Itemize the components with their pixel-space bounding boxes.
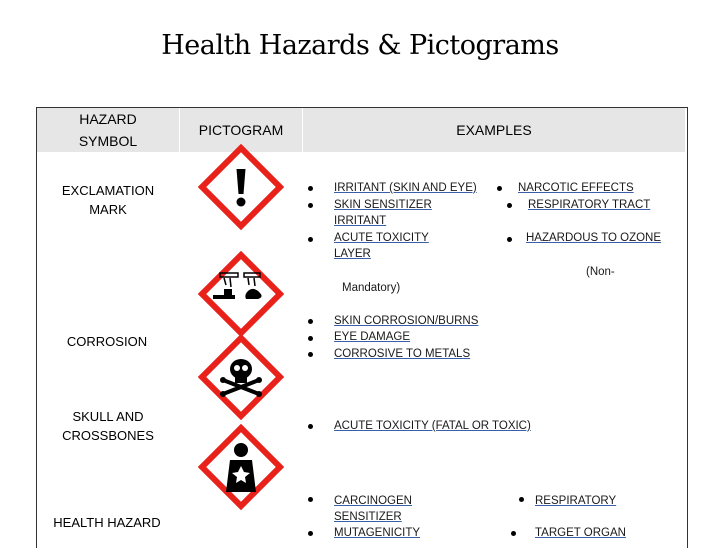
skull-and-crossbones-icon [198,334,284,420]
bullet [308,336,313,341]
example-skin-corrosion-burns[interactable]: SKIN CORROSION/BURNS [334,315,479,327]
example-irritant[interactable]: IRRITANT [334,215,387,227]
row-label-health-hazard: HEALTH HAZARD [53,515,161,530]
row-label-exclamation-mark: EXCLAMATION MARK [61,183,155,217]
example-hazardous-to-ozone[interactable]: HAZARDOUS TO OZONE [526,232,662,244]
bullet [308,319,313,324]
example-layer[interactable]: LAYER [334,248,371,260]
note-non-mandatory-1: (Non- [586,266,615,278]
example-corrosive-to-metals[interactable]: CORROSIVE TO METALS [334,348,471,360]
header-examples: EXAMPLES [456,122,532,138]
row-label-skull-and-crossbones: SKULL AND CROSSBONES [62,409,154,443]
example-sensitizer[interactable]: SENSITIZER [334,511,402,523]
example-respiratory[interactable]: RESPIRATORY [535,495,617,507]
bullet [519,497,524,502]
header-pictogram: PICTOGRAM [198,122,284,138]
bullet [507,237,512,242]
example-eye-damage[interactable]: EYE DAMAGE [334,331,411,343]
bullet [308,186,313,191]
bullet [511,531,516,536]
example-acute-toxicity-fatal[interactable]: ACUTE TOXICITY (FATAL OR TOXIC) [334,420,531,432]
header-hazard-symbol: HAZARD SYMBOL [78,111,138,149]
health-hazard-icon [198,424,284,510]
bullet [308,203,313,208]
page-title: Health Hazards & Pictograms [161,30,559,61]
bullet [308,424,313,429]
example-irritant-skin-eye[interactable]: IRRITANT (SKIN AND EYE) [334,182,477,194]
example-narcotic-effects[interactable]: NARCOTIC EFFECTS [518,182,634,194]
bullet [497,186,502,191]
example-acute-toxicity[interactable]: ACUTE TOXICITY [334,232,429,244]
bullet [507,203,512,208]
example-skin-sensitizer[interactable]: SKIN SENSITIZER [334,199,432,211]
bullet [308,497,313,502]
note-non-mandatory-2: Mandatory) [342,282,401,294]
exclamation-mark-icon [198,144,284,230]
example-respiratory-tract[interactable]: RESPIRATORY TRACT [528,199,651,211]
example-mutagenicity[interactable]: MUTAGENICITY [334,527,421,539]
corrosion-icon [198,251,284,337]
bullet [308,352,313,357]
bullet [308,237,313,242]
example-target-organ[interactable]: TARGET ORGAN [535,527,626,539]
row-label-corrosion: CORROSION [66,334,148,349]
example-carcinogen[interactable]: CARCINOGEN [334,495,412,507]
bullet [308,531,313,536]
